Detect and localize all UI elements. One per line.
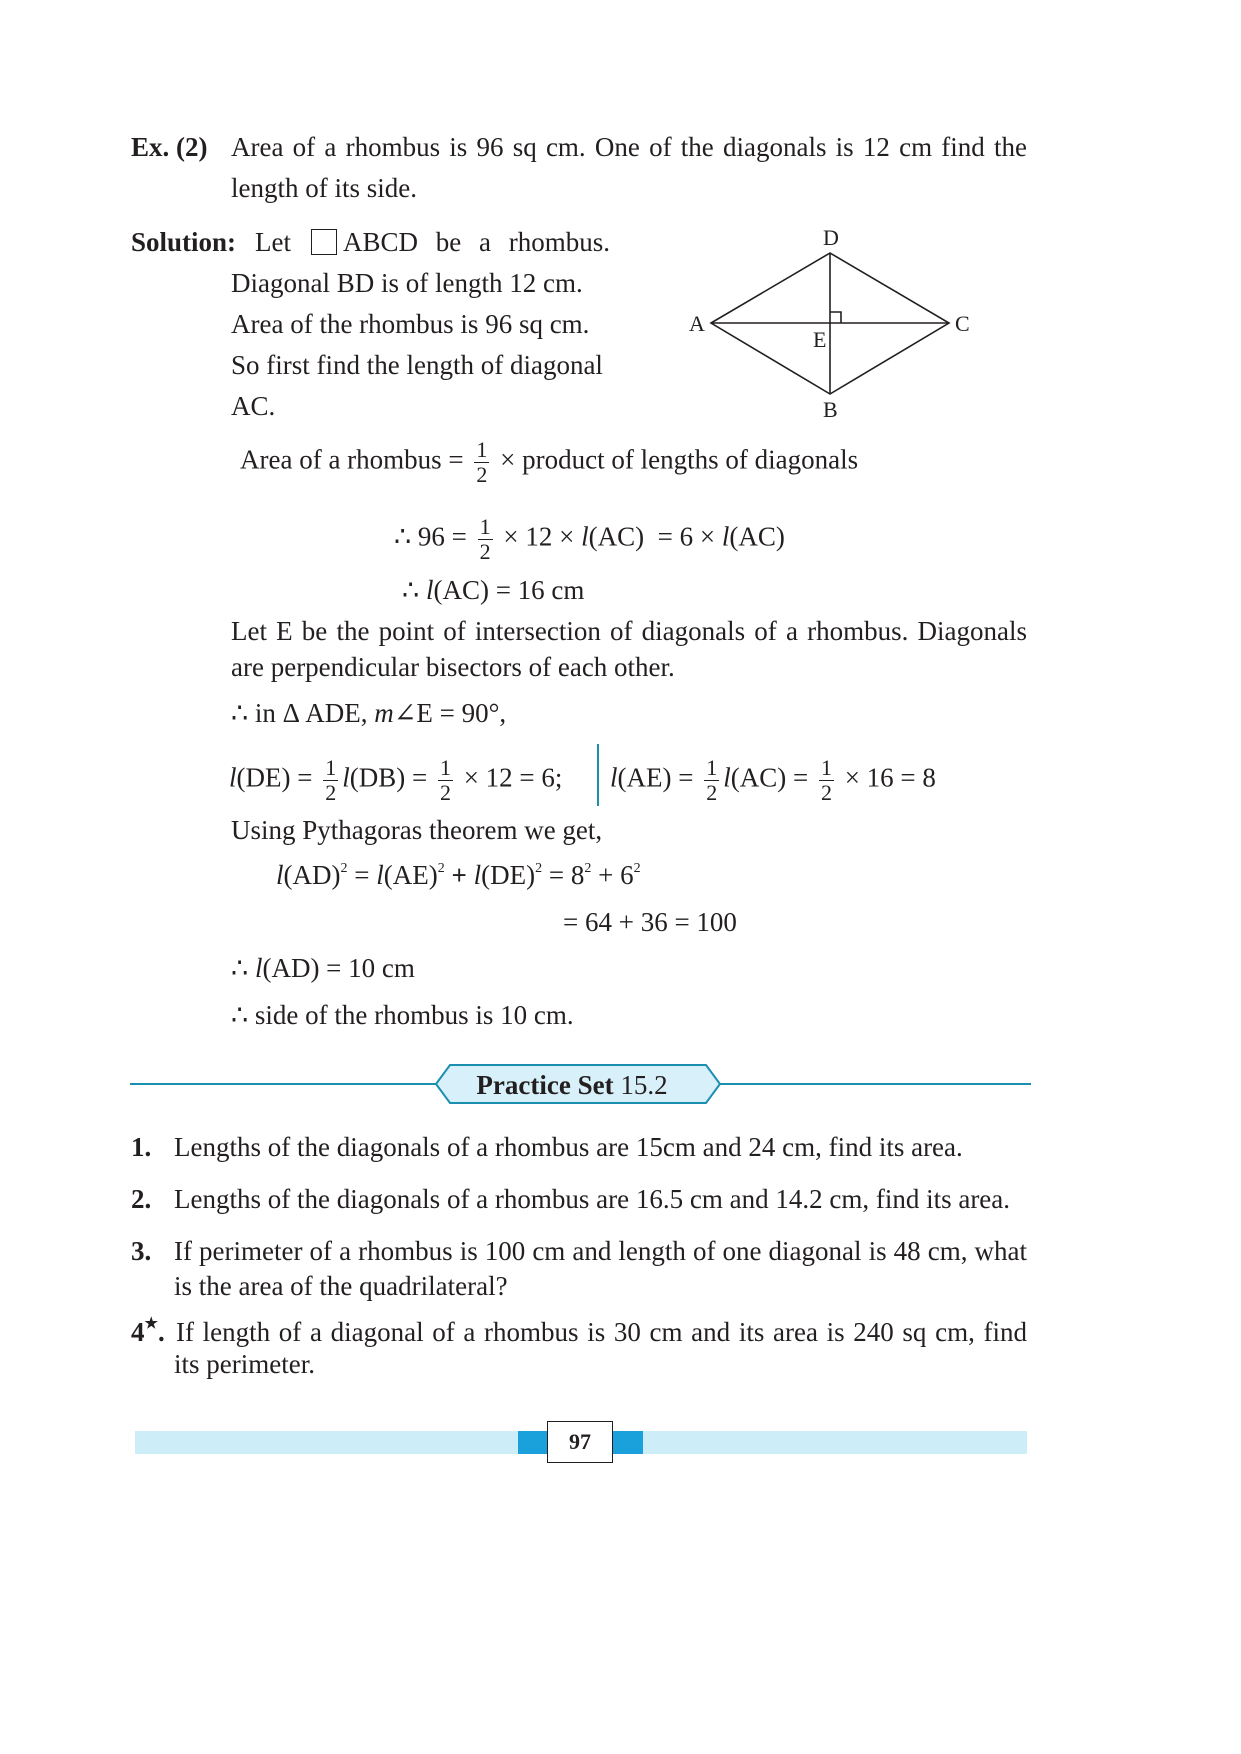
intersection-paragraph-line1: Let E be the point of intersection of diagonals of a rhombus. Diagonals: [231, 616, 1027, 646]
fraction-half: $\frac{1}{2}$: [325, 755, 337, 805]
practice-item-number: 2.: [131, 1184, 152, 1214]
solution-line2: Diagonal BD is of length 12 cm.: [231, 268, 583, 298]
equation-ac-1: ∴ 96 = $\frac{1}{2}$ × 12 × l(AC) = 6 × l(AC): [394, 514, 785, 564]
rhombus-figure: [680, 222, 980, 427]
practice-item-number: 3.: [131, 1236, 152, 1266]
vertex-label-d: D: [823, 225, 839, 250]
practice-item-1: Lengths of the diagonals of a rhombus are 15cm and 24 cm, find its area.: [174, 1132, 963, 1162]
example-question-line1: Area of a rhombus is 96 sq cm. One of the diagonals is 12 cm find the: [231, 132, 1027, 162]
practice-item-number: 1.: [131, 1132, 152, 1162]
quadrilateral-symbol-icon: [311, 229, 337, 255]
practice-item-number: 4★.: [131, 1316, 165, 1347]
solution-line3: Area of the rhombus is 96 sq cm.: [231, 309, 590, 339]
fraction-half: $\frac{1}{2}$: [706, 755, 718, 805]
solution-line4: So first find the length of diagonal: [231, 350, 603, 380]
area-formula: Area of a rhombus = $\frac{1}{2}$ × product of lengths of diagonals: [240, 437, 859, 487]
point-label-e: E: [813, 327, 827, 352]
fraction-half: $\frac{1}{2}$: [820, 755, 832, 805]
practice-set-title: Practice Set 15.2: [476, 1070, 668, 1100]
vertex-label-a: A: [689, 311, 705, 336]
fraction-half: $\frac{1}{2}$: [439, 755, 451, 805]
intersection-paragraph-line2: are perpendicular bisectors of each other.: [231, 652, 675, 682]
ae-computation: l(AE) = $\frac{1}{2}$ l(AC) = $\frac{1}{2}$ × 16 = 8: [610, 755, 936, 805]
practice-item-3-line1: If perimeter of a rhombus is 100 cm and length of one diagonal is 48 cm, what: [174, 1236, 1027, 1266]
example-question-line2: length of its side.: [231, 173, 417, 203]
solution-line5: AC.: [231, 391, 276, 421]
practice-item-2: Lengths of the diagonals of a rhombus are 16.5 cm and 14.2 cm, find its area.: [174, 1184, 1011, 1214]
vertex-label-b: B: [823, 397, 838, 422]
pythagoras-equation: $l(AD)^2 = l(AE)^2 + l(DE)^2 = 8^2 + 6^2$: [276, 860, 641, 890]
fraction-half: $\frac{1}{2}$: [476, 437, 488, 487]
triangle-statement: ∴ in Δ ADE, m∠E = 90°,: [231, 698, 507, 728]
star-icon: ★: [144, 1316, 158, 1332]
right-angle-mark: [830, 312, 841, 323]
practice-item-3-line2: is the area of the quadrilateral?: [174, 1271, 508, 1301]
example-label: Ex. (2): [131, 132, 208, 162]
solution-let: Let: [255, 227, 291, 257]
page-number: 97: [547, 1421, 613, 1463]
solution-label: Solution:: [131, 227, 237, 257]
pythagoras-intro: Using Pythagoras theorem we get,: [231, 815, 603, 845]
fraction-half: $\frac{1}{2}$: [479, 514, 491, 564]
practice-item-4-line1: If length of a diagonal of a rhombus is 30 cm and its area is 240 sq cm, find: [176, 1317, 1027, 1347]
practice-item-4-line2: its perimeter.: [174, 1349, 315, 1379]
equation-ac-2: ∴ l(AC) = 16 cm: [402, 575, 585, 605]
solution-abcd: ABCD be a rhombus.: [343, 227, 610, 257]
de-computation: l(DE) = $\frac{1}{2}$ l(DB) = $\frac{1}{2}$ × 12 = 6;: [229, 755, 563, 805]
pythagoras-sum: = 64 + 36 = 100: [563, 907, 737, 937]
vertex-label-c: C: [955, 311, 970, 336]
vertical-divider: [597, 744, 599, 806]
final-answer: ∴ side of the rhombus is 10 cm.: [231, 1000, 574, 1030]
ad-result: ∴ l(AD) = 10 cm: [231, 953, 415, 983]
